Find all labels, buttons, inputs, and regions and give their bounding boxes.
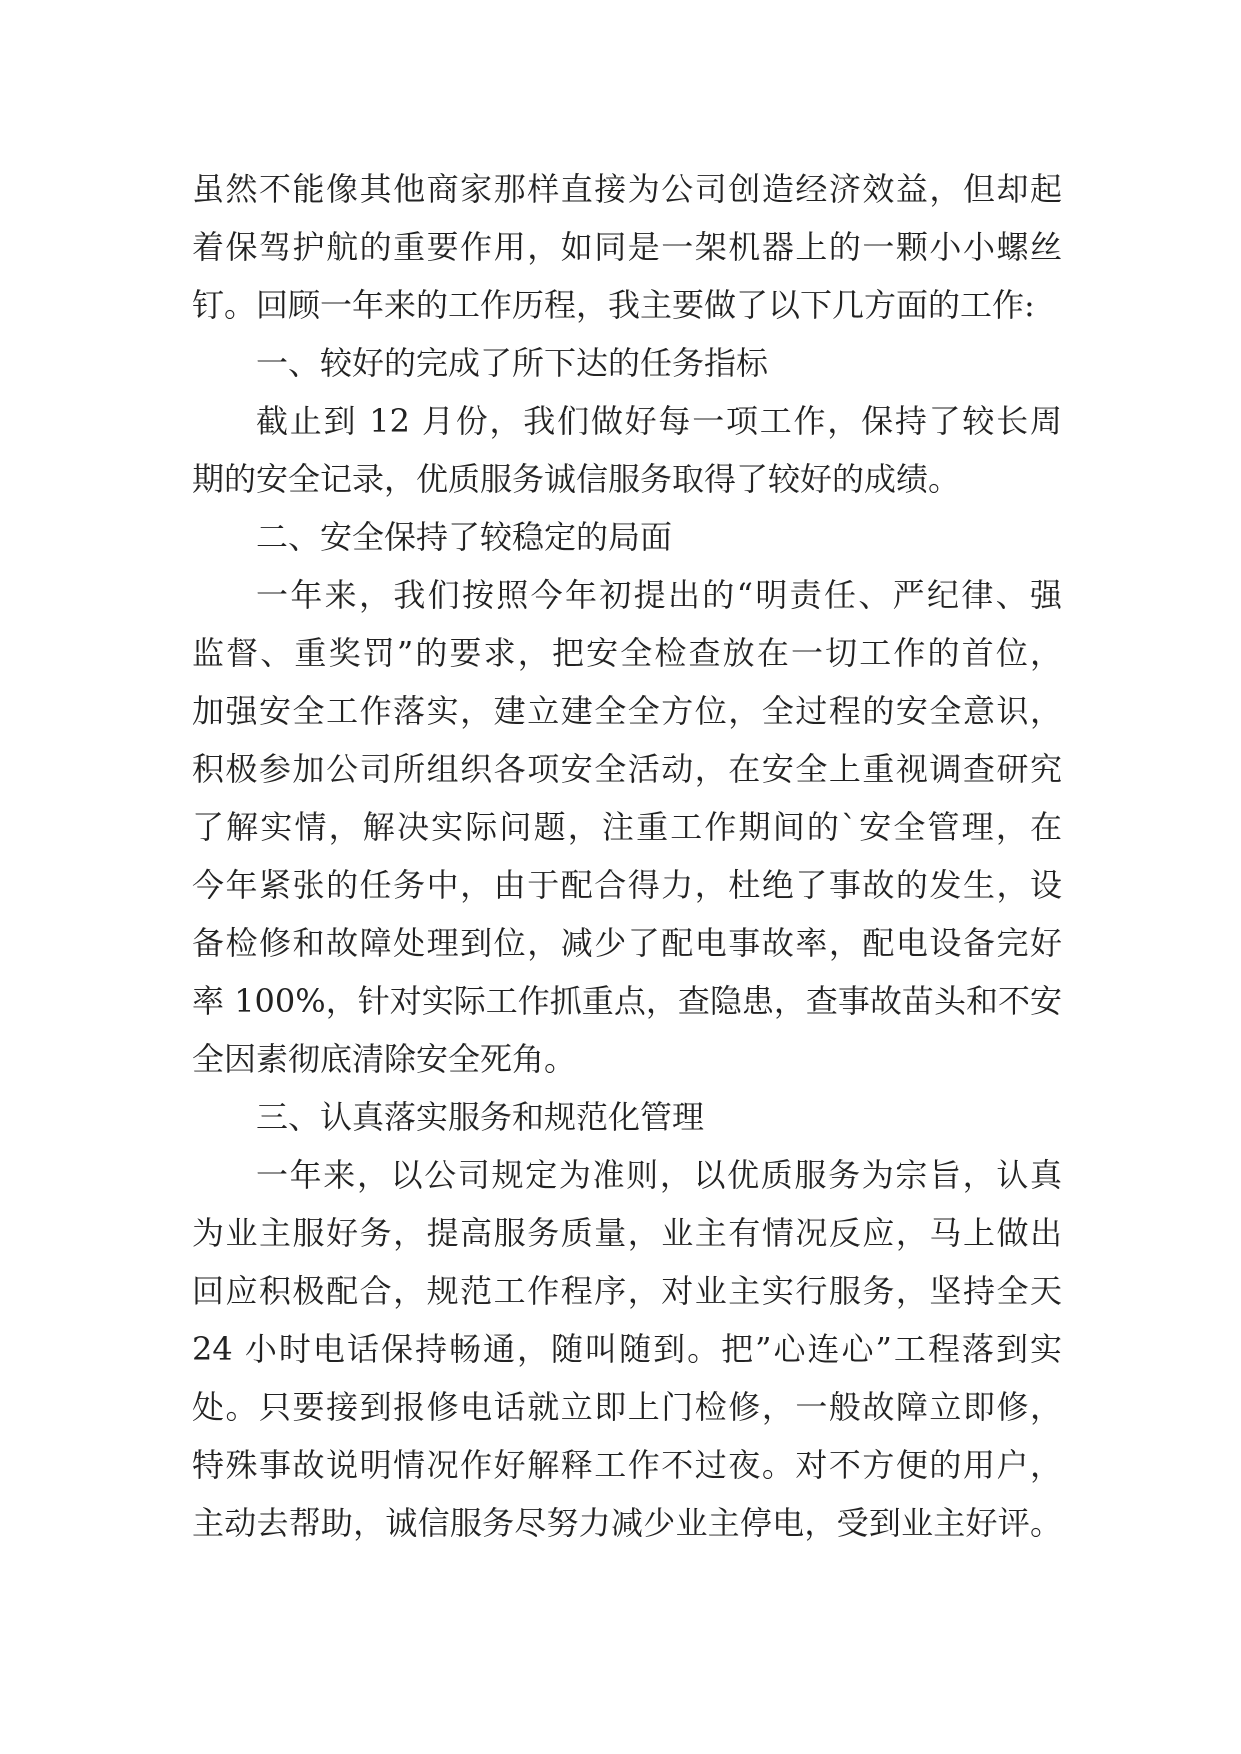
text-line: 回应积极配合，规范工作程序，对业主实行服务，坚持全天 — [192, 1272, 1062, 1310]
section-heading: 三、认真落实服务和规范化管理 — [256, 1098, 705, 1136]
text-line: 率 100%，针对实际工作抓重点，查隐患，查事故苗头和不安 — [192, 982, 1062, 1020]
text-line: 24 小时电话保持畅通，随叫随到。把”心连心”工程落到实 — [192, 1330, 1062, 1368]
text-line: 虽然不能像其他商家那样直接为公司创造经济效益，但却起 — [192, 170, 1062, 208]
text-line: 特殊事故说明情况作好解释工作不过夜。对不方便的用户， — [192, 1446, 1062, 1484]
text-line: 备检修和故障处理到位，减少了配电事故率，配电设备完好 — [192, 924, 1062, 962]
paragraph-start-line: 一年来，以公司规定为准则，以优质服务为宗旨，认真 — [256, 1156, 1062, 1194]
text-line: 钉。回顾一年来的工作历程，我主要做了以下几方面的工作: — [192, 286, 1035, 324]
section-heading: 一、较好的完成了所下达的任务指标 — [256, 344, 769, 382]
text-line: 期的安全记录，优质服务诚信服务取得了较好的成绩。 — [192, 460, 961, 498]
section-heading: 二、安全保持了较稳定的局面 — [256, 518, 673, 556]
text-line: 全因素彻底清除安全死角。 — [192, 1040, 577, 1078]
paragraph-start-line: 一年来，我们按照今年初提出的“明责任、严纪律、强 — [256, 576, 1062, 614]
text-line: 为业主服好务，提高服务质量，业主有情况反应，马上做出 — [192, 1214, 1062, 1252]
text-line: 处。只要接到报修电话就立即上门检修，一般故障立即修， — [192, 1388, 1062, 1426]
text-line: 今年紧张的任务中，由于配合得力，杜绝了事故的发生，设 — [192, 866, 1062, 904]
text-line: 了解实情，解决实际问题，注重工作期间的`安全管理，在 — [192, 808, 1062, 846]
text-line: 主动去帮助，诚信服务尽努力减少业主停电，受到业主好评。 — [192, 1504, 1062, 1542]
document-body — [192, 160, 1062, 1552]
text-line: 监督、重奖罚”的要求，把安全检查放在一切工作的首位， — [192, 634, 1062, 672]
text-line: 积极参加公司所组织各项安全活动，在安全上重视调查研究 — [192, 750, 1062, 788]
text-line: 着保驾护航的重要作用，如同是一架机器上的一颗小小螺丝 — [192, 228, 1062, 266]
paragraph-start-line: 截止到 12 月份，我们做好每一项工作，保持了较长周 — [256, 402, 1062, 440]
text-line: 加强安全工作落实，建立建全全方位，全过程的安全意识， — [192, 692, 1062, 730]
